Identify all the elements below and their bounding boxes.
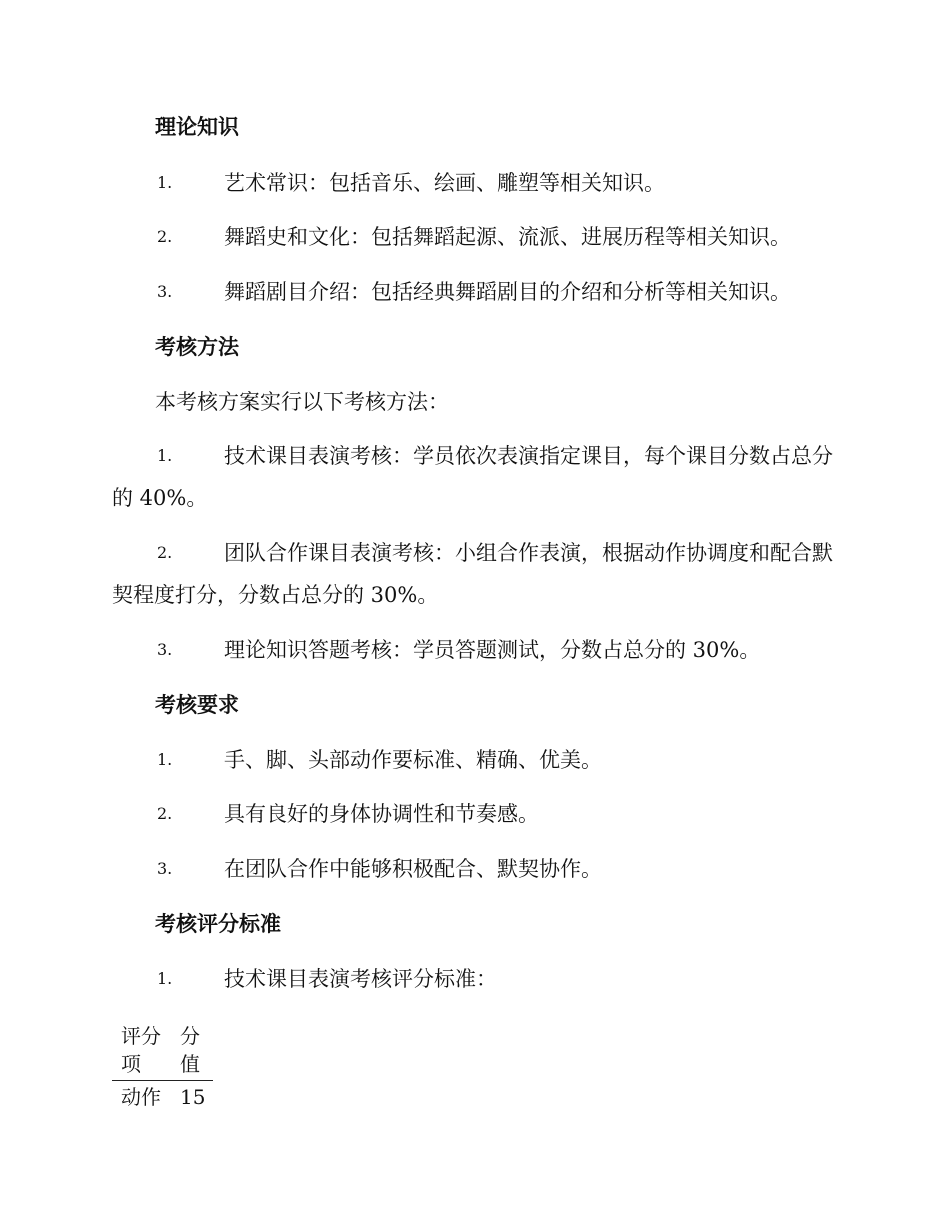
list-number: 3. xyxy=(157,282,173,301)
list-number: 1. xyxy=(157,173,173,192)
list-item xyxy=(112,435,838,519)
list-number: 1. xyxy=(157,446,173,465)
list-item xyxy=(112,848,838,890)
list-text: 在团队合作中能够积极配合、默契协作。 xyxy=(224,857,602,881)
list-text: 技术课目表演考核：学员依次表演指定课目，每个课目分数占总分的 40%。 xyxy=(112,444,833,510)
list-number: 3. xyxy=(157,859,173,878)
list-text: 艺术常识：包括音乐、绘画、雕塑等相关知识。 xyxy=(224,171,665,195)
table-row xyxy=(112,1081,213,1114)
list-number: 1. xyxy=(157,969,173,988)
list-item xyxy=(112,532,838,616)
list-item xyxy=(112,793,838,835)
list-number: 2. xyxy=(157,804,173,823)
table-cell: 动作 xyxy=(121,1085,161,1109)
table-header-score: 分值 xyxy=(180,1024,200,1076)
list-number: 2. xyxy=(157,227,173,246)
scoring-table xyxy=(112,1020,213,1113)
list-number: 3. xyxy=(157,640,173,659)
list-text: 手、脚、头部动作要标准、精确、优美。 xyxy=(224,748,602,772)
section-heading-method: 考核方法 xyxy=(155,334,239,359)
method-intro: 本考核方案实行以下考核方法： xyxy=(155,390,449,414)
list-item xyxy=(112,629,838,671)
section-heading-theory: 理论知识 xyxy=(155,114,239,139)
list-item xyxy=(112,958,838,1000)
list-item xyxy=(112,162,838,204)
table-header-row xyxy=(112,1020,213,1081)
section-heading-scoring: 考核评分标准 xyxy=(155,911,281,936)
list-text: 舞蹈剧目介绍：包括经典舞蹈剧目的介绍和分析等相关知识。 xyxy=(224,280,791,304)
list-text: 具有良好的身体协调性和节奏感。 xyxy=(224,802,539,826)
list-text: 理论知识答题考核：学员答题测试，分数占总分的 30%。 xyxy=(224,638,761,662)
section-heading-requirements: 考核要求 xyxy=(155,692,239,717)
list-number: 2. xyxy=(157,543,173,562)
table-header-item: 评分项 xyxy=(121,1024,161,1076)
table-cell: 15 xyxy=(180,1085,206,1109)
list-text: 团队合作课目表演考核：小组合作表演，根据动作协调度和配合默契程度打分，分数占总分的 30%。 xyxy=(112,541,833,607)
list-item xyxy=(112,216,838,258)
list-number: 1. xyxy=(157,750,173,769)
list-item xyxy=(112,739,838,781)
list-item xyxy=(112,271,838,313)
list-text: 舞蹈史和文化：包括舞蹈起源、流派、进展历程等相关知识。 xyxy=(224,225,791,249)
list-text: 技术课目表演考核评分标准： xyxy=(224,967,497,991)
